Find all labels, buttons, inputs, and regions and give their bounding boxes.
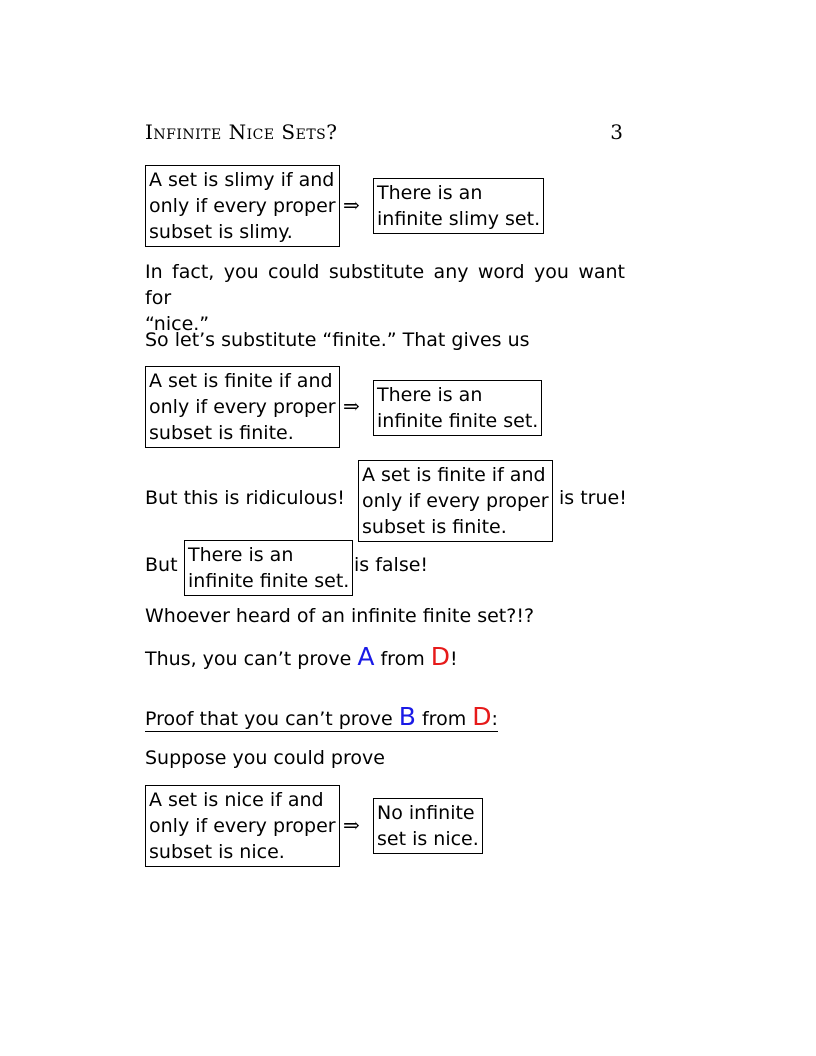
definition-line: A set is finite if and bbox=[362, 464, 546, 486]
whoever-text: Whoever heard of an infinite finite set?!? bbox=[145, 605, 535, 627]
box-line: There is an bbox=[188, 544, 294, 566]
heading-text: from bbox=[415, 708, 473, 730]
paragraph-line: “nice.” bbox=[145, 313, 210, 335]
conclusion-box-slimy bbox=[373, 178, 544, 234]
conclusion-line: No infinite bbox=[377, 802, 475, 824]
heading-text: Proof that you can’t prove bbox=[145, 708, 399, 730]
infinite-finite-set-box bbox=[184, 540, 353, 596]
thus-text: ! bbox=[450, 648, 458, 670]
premise-line: subset is finite. bbox=[149, 422, 294, 444]
conclusion-box-finite bbox=[373, 380, 542, 436]
premise-line: subset is nice. bbox=[149, 841, 285, 863]
running-header bbox=[145, 120, 625, 148]
premise-line: A set is nice if and bbox=[149, 789, 324, 811]
conclusion-line: There is an bbox=[377, 384, 483, 406]
thus-text: Thus, you can’t prove bbox=[145, 648, 358, 670]
is-false-text: is false! bbox=[354, 554, 429, 576]
box-line: infinite finite set. bbox=[188, 570, 350, 592]
letter-d: D bbox=[472, 702, 492, 731]
conclusion-line: infinite finite set. bbox=[377, 410, 539, 432]
conclusion-line: infinite slimy set. bbox=[377, 208, 541, 230]
implies-arrow: ⇒ bbox=[343, 813, 360, 837]
running-title: Infinite Nice Sets? bbox=[145, 120, 338, 144]
ridiculous-lead: But this is ridiculous! bbox=[145, 487, 345, 509]
premise-line: only if every proper bbox=[149, 815, 336, 837]
implies-arrow: ⇒ bbox=[343, 193, 360, 217]
letter-b: B bbox=[398, 702, 416, 731]
thus-text: from bbox=[374, 648, 431, 670]
suppose-text: Suppose you could prove bbox=[145, 747, 385, 769]
paragraph-line: In fact, you could substitute any word you want for bbox=[145, 261, 625, 309]
is-true-text: is true! bbox=[559, 487, 627, 509]
conclusion-line: There is an bbox=[377, 182, 483, 204]
premise-line: A set is slimy if and bbox=[149, 169, 335, 191]
definition-line: subset is finite. bbox=[362, 516, 507, 538]
premise-line: subset is slimy. bbox=[149, 221, 293, 243]
premise-line: only if every proper bbox=[149, 195, 336, 217]
heading-text: : bbox=[491, 708, 498, 730]
premise-box-slimy bbox=[145, 165, 340, 247]
premise-line: A set is finite if and bbox=[149, 370, 333, 392]
but-lead: But bbox=[145, 554, 178, 576]
thus-statement bbox=[145, 642, 458, 674]
proof-heading-underlined bbox=[145, 702, 498, 732]
conclusion-box-nice bbox=[373, 798, 483, 854]
premise-box-finite bbox=[145, 366, 340, 448]
finite-definition-box bbox=[358, 460, 553, 542]
implies-arrow: ⇒ bbox=[343, 394, 360, 418]
substitute-paragraph bbox=[145, 259, 625, 337]
finite-substitution-text: So let’s substitute “finite.” That gives us bbox=[145, 329, 530, 351]
proof-heading bbox=[145, 702, 498, 734]
premise-line: only if every proper bbox=[149, 396, 336, 418]
premise-box-nice bbox=[145, 785, 340, 867]
document-page bbox=[145, 0, 625, 1056]
letter-a: A bbox=[357, 642, 375, 671]
letter-d: D bbox=[430, 642, 451, 671]
page-number: 3 bbox=[610, 120, 623, 144]
conclusion-line: set is nice. bbox=[377, 828, 479, 850]
definition-line: only if every proper bbox=[362, 490, 549, 512]
